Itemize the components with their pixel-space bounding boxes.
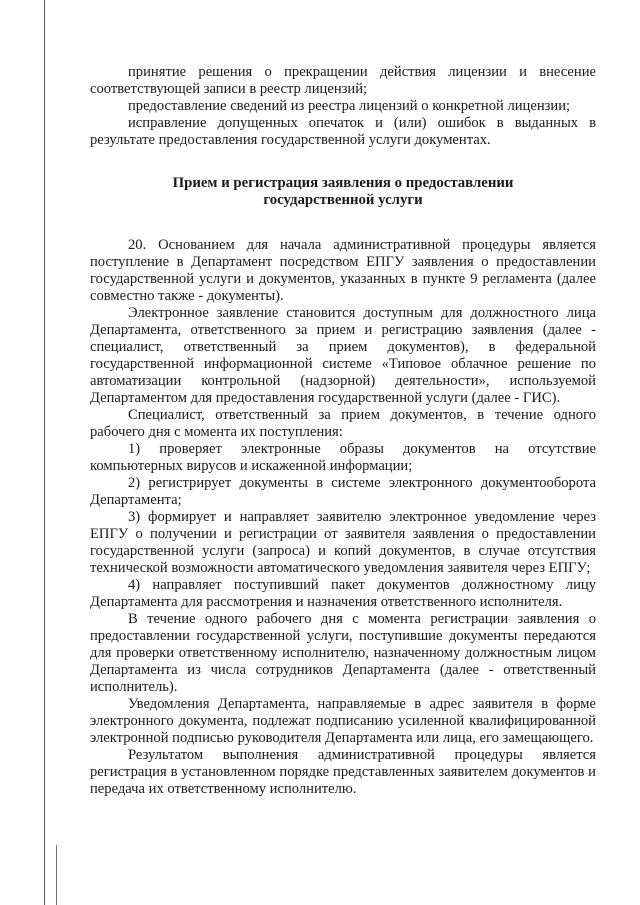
list-item: 4) направляет поступивший пакет документов должностному лицу Департамента для рассмотрения и назначения ответственного исполнителя. [90,577,596,610]
paragraph: Электронное заявление становится доступным для должностного лица Департамента, ответственного за прием и регистрацию заявления (далее - специалист, ответственный за прием документов), в федеральной государственной информационной системе «Типовое облачное решение по автоматизации контрольной (надзорной) деятельности», используемой Департаментом для предоставления государственной услуги (далее - ГИС). [90,305,596,406]
paragraph: предоставление сведений из реестра лицензий о конкретной лицензии; [128,98,571,114]
section-heading: Прием и регистрация заявления о предоставлении государственной услуги [172,175,514,208]
page-scan-artifact [56,845,57,905]
list-item: 2) регистрирует документы в системе электронного документооборота Департамента; [90,475,596,508]
page-binding-edge [44,0,45,905]
paragraph: В течение одного рабочего дня с момента регистрации заявления о предоставлении государственной услуги, поступившие документы передаются для проверки ответственному исполнителю, назначенному должностным лицом Департамента из числа сотрудников Департамента (далее - ответственный исполнитель). [90,611,596,695]
paragraph: принятие решения о прекращении действия лицензии и внесение соответствующей записи в реестр лицензий; [90,64,596,97]
paragraph: Специалист, ответственный за прием документов, в течение одного рабочего дня с момента их поступления: [90,407,596,440]
paragraph: исправление допущенных опечаток и (или) ошибок в выданных в результате предоставления государственной услуги документах. [90,115,596,148]
document-body [90,64,596,798]
paragraph: 20. Основанием для начала административной процедуры является поступление в Департамент посредством ЕПГУ заявления о предоставлении государственной услуги и документов, указанных в пункте 9 регламента (далее совместно также - документы). [90,237,596,304]
paragraph: Уведомления Департамента, направляемые в адрес заявителя в форме электронного документа, подлежат подписанию усиленной квалифицированной электронной подписью руководителя Департамента или лица, его замещающего. [90,696,596,746]
list-item: 3) формирует и направляет заявителю электронное уведомление через ЕПГУ о получении и регистрации от заявителя заявления о предоставлении государственной услуги (запроса) и копий документов, в случае отсутствия технической возможности автоматического уведомления заявителя через ЕПГУ; [90,509,596,576]
list-item: 1) проверяет электронные образы документов на отсутствие компьютерных вирусов и искаженной информации; [90,441,596,474]
paragraph: Результатом выполнения административной процедуры является регистрация в установленном порядке представленных заявителем документов и передача их ответственному исполнителю. [90,747,596,797]
